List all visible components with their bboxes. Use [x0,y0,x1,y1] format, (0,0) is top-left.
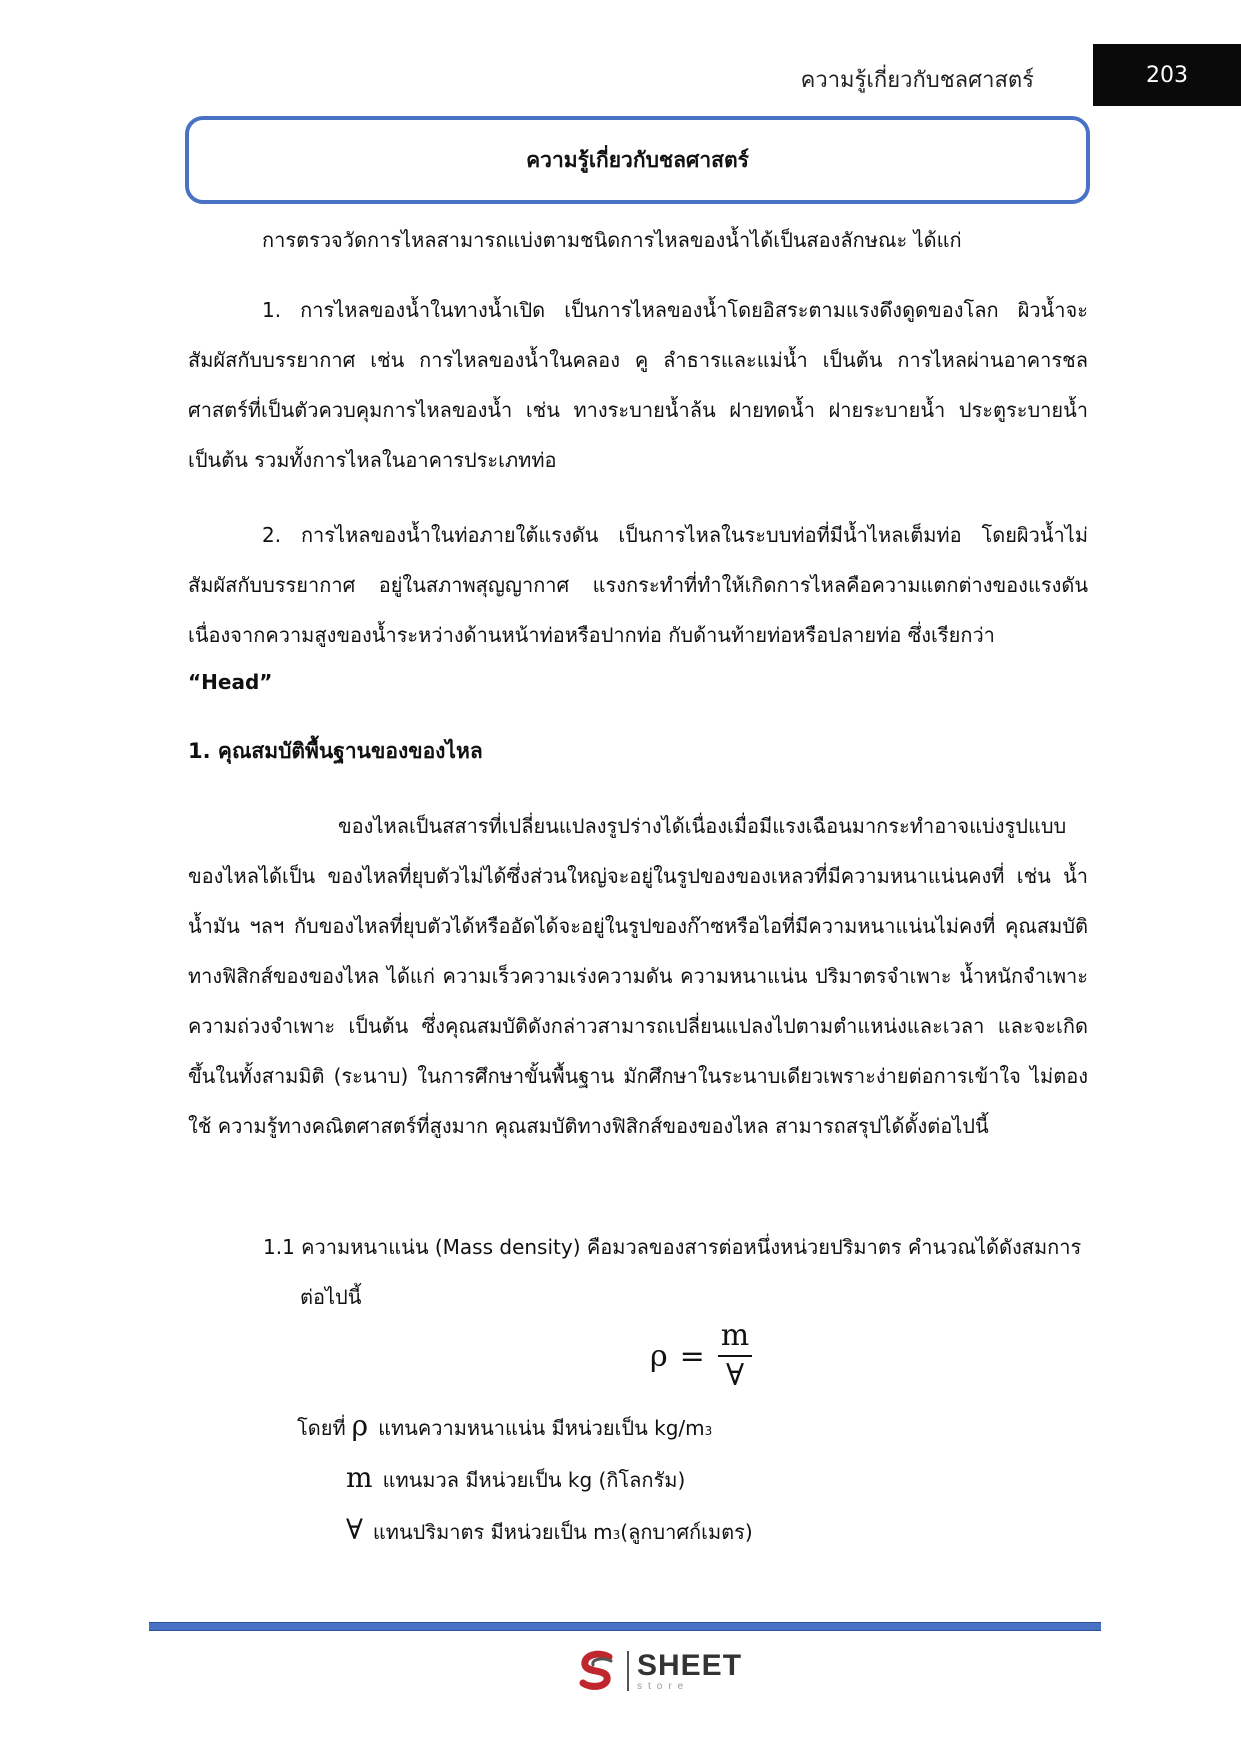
title-box [185,116,1090,204]
item-2-paragraph: 2. การไหลของน้ำในท่อภายใต้แรงดัน เป็นการไหลในระบบท่อที่มีน้ำไหลเต็มท่อ โดยผิวน้ำไม่สัมผัสกับบรรยากาศ อยู่ในสภาพสุญญากาศ แรงกระทำที่ทำให้เกิดการไหลคือความแตกต่างของแรงดันเนื่องจากความสูงของน้ำระหว่างด้านหน้าท่อหรือปากท่อ กับด้านท้ายท่อหรือปลายท่อ ซึ่งเรียกว่า [188,523,1088,647]
definition-text: แทนปริมาตร มีหน่วยเป็น m [372,1520,613,1544]
subsection-1-1-continued: ต่อไปนี้ [300,1285,362,1309]
running-header-title: ความรู้เกี่ยวกับชลศาสตร์ [800,68,1034,93]
logo-sub: store [637,1680,690,1692]
definition-volume [346,1512,753,1553]
logo-divider [627,1651,629,1691]
subsection-1-1: 1.1 ความหนาแน่น (Mass density) คือมวลของสารต่อหนึ่งหน่วยปริมาตร คำนวณได้ดังสมการ [263,1235,1082,1259]
definition-symbol: m [346,1461,373,1494]
definition-symbol: ∀ [346,1513,363,1546]
density-formula [650,1316,753,1396]
formula-numerator: m [720,1318,750,1353]
page-number: 203 [1146,62,1188,88]
definition-rho [297,1408,712,1449]
item-1-paragraph: 1. การไหลของน้ำในทางน้ำเปิด เป็นการไหลของน้ำโดยอิสระตามแรงดึงดูดของโลก ผิวน้ำจะสัมผัสกับบรรยากาศ เช่น การไหลของน้ำในคลอง คู ลำธารและแม่น้ำ เป็นต้น การไหลผ่านอาคารชลศาสตร์ที่เป็นตัวควบคุมการไหลของน้ำ เช่น ทางระบายน้ำล้น ฝายทดน้ำ ฝายระบายน้ำ ประตูระบายน้ำ เป็นต้น รวมทั้งการไหลในอาคารประเภทท่อ [188,298,1088,472]
definition-tail: (ลูกบาศก์เมตร) [620,1520,753,1544]
logo-text [637,1648,743,1692]
formula-equals: = [679,1338,705,1374]
formula-fraction [717,1317,753,1395]
definition-symbol: ρ [351,1409,369,1442]
intro-paragraph: การตรวจวัดการไหลสามารถแบ่งตามชนิดการไหลของน้ำได้เป็นสองลักษณะ ได้แก่ [262,228,962,252]
formula-denominator: ∀ [725,1358,745,1393]
sheet-store-logo-mark-icon [575,1649,619,1693]
definition-prefix: โดยที่ [297,1416,346,1440]
definition-text: แทนความหนาแน่น มีหน่วยเป็น kg/m [378,1416,705,1440]
section-heading: 1. คุณสมบัติพื้นฐานของของไหล [188,739,483,763]
footer-rule [149,1622,1101,1631]
formula-lhs: ρ [650,1338,668,1374]
section-body-paragraph: ของไหลเป็นสสารที่เปลี่ยนแปลงรูปร่างได้เนื่องเมื่อมีแรงเฉือนมากระทำอาจแบ่งรูปแบบของไหลได้เป็น ของไหลที่ยุบตัวไม่ได้ซึ่งส่วนใหญ่จะอยู่ในรูปของของเหลวที่มีความหนาแน่นคงที่ เช่น น้ำ น้ำมัน ฯลฯ กับของไหลที่ยุบตัวได้หรืออัดได้จะอยู่ในรูปของก๊าซหรือไอที่มีความหนาแน่นไม่คงที่ คุณสมบัติทางฟิสิกส์ของของไหล ได้แก่ ความเร็วความเร่งความดัน ความหนาแน่น ปริมาตรจำเพาะ น้ำหนักจำเพาะ ความถ่วงจำเพาะ เป็นต้น ซึ่งคุณสมบัติดังกล่าวสามารถเปลี่ยนแปลงไปตามตำแหน่งและเวลา และจะเกิดขึ้นในทั้งสามมิติ (ระนาบ) ในการศึกษาขั้นพื้นฐาน มักศึกษาในระนาบเดียวเพราะง่ายต่อการเข้าใจ ไม่ตองใช้ ความรู้ทางคณิตศาสตร์ที่สูงมาก คุณสมบัติทางฟิสิกส์ของของไหล สามารถสรุปได้ดั้งต่อไปนี้ [188,814,1088,1138]
definition-superscript: 3 [704,1424,713,1438]
definition-m [346,1460,685,1498]
item-2-head-term: “Head” [188,670,273,694]
page-number-box [1093,44,1241,106]
sheet-store-logo [575,1645,742,1697]
logo-word: SHEET [637,1648,743,1682]
page-title: ความรู้เกี่ยวกับชลศาสตร์ [526,147,749,172]
definition-text: แทนมวล มีหน่วยเป็น kg (กิโลกรัม) [382,1468,686,1492]
definition-superscript: 3 [612,1528,621,1542]
